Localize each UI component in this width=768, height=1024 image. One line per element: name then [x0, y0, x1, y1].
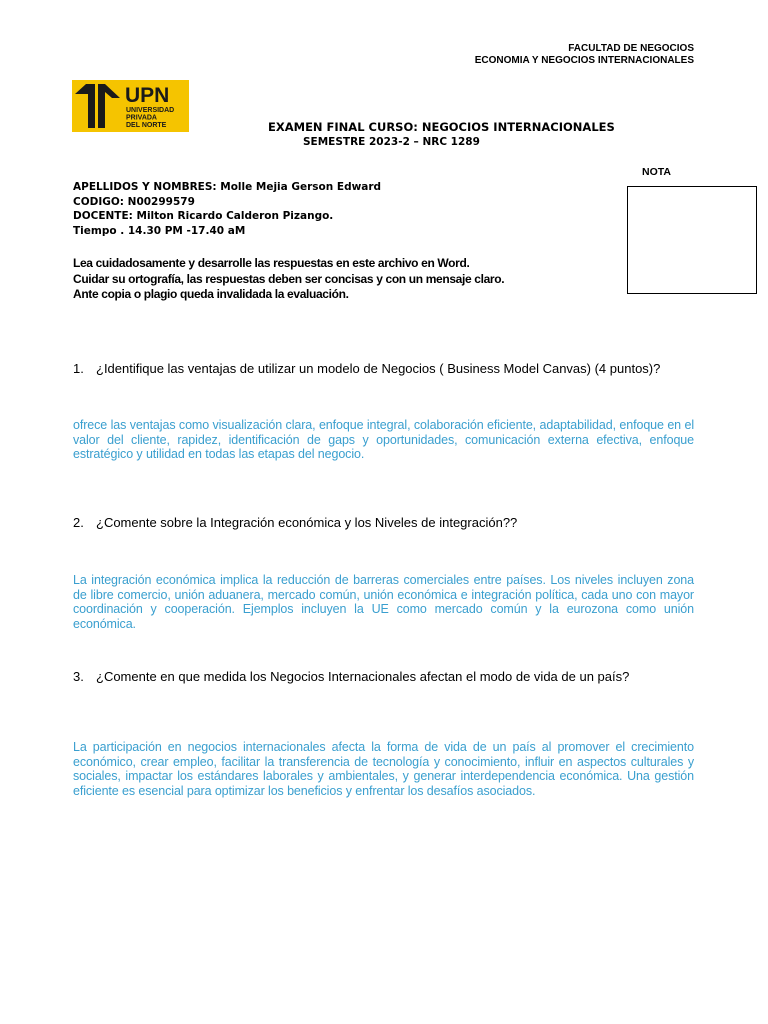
student-name: APELLIDOS Y NOMBRES: Molle Mejia Gerson Edward	[73, 181, 382, 193]
teacher-name: DOCENTE: Milton Ricardo Calderon Pizango.	[73, 210, 334, 222]
faculty-name: FACULTAD DE NEGOCIOS	[568, 43, 694, 54]
instruction-line: Cuidar su ortografía, las respuestas deben ser concisas y con un mensaje claro.	[73, 271, 505, 286]
logo-line1: UNIVERSIDAD	[126, 107, 175, 114]
question-3	[73, 669, 629, 685]
student-code: CODIGO: N00299579	[73, 195, 195, 208]
instruction-line: Lea cuidadosamente y desarrolle las respuestas en este archivo en Word.	[73, 256, 470, 270]
question-text: ¿Comente en que medida los Negocios Internacionales afectan el modo de vida de un país?	[96, 669, 630, 684]
exam-time: Tiempo . 14.30 PM -17.40 aM	[73, 224, 246, 237]
question-1	[73, 361, 660, 377]
question-number: 2.	[73, 515, 84, 530]
student-info	[73, 180, 381, 238]
exam-semester: SEMESTRE 2023-2 – NRC 1289	[303, 136, 480, 148]
program-name: ECONOMIA Y NEGOCIOS INTERNACIONALES	[474, 55, 694, 66]
question-number: 1.	[73, 361, 84, 376]
exam-title: EXAMEN FINAL CURSO: NEGOCIOS INTERNACIONALES	[268, 120, 615, 134]
logo-line3: DEL NORTE	[126, 122, 167, 129]
logo-line2: PRIVADA	[126, 114, 157, 122]
grade-label: NOTA	[642, 166, 671, 178]
answer-3: La participación en negocios internacionales afecta la forma de vida de un país al promover el crecimiento económico, crear empleo, facilitar la transferencia de tecnología y conocimiento, influir en aspectos culturales y sociales, impactar los estándares laborales y ambientales, y generar interdependencia económica. Una gestión eficiente es esencial para optimizar los beneficios y enfrentar los desafíos asociados.	[73, 740, 694, 798]
grade-box	[627, 186, 757, 294]
answer-1: ofrece las ventajas como visualización clara, enfoque integral, colaboración eficiente, adaptabilidad, enfoque en el valor del cliente, rapidez, identificación de gaps y oportunidades, comunicación externa efectiva, enfoque estratégico y utilidad en todas las etapas del negocio.	[73, 418, 694, 461]
question-number: 3.	[73, 669, 84, 684]
question-text: ¿Comente sobre la Integración económica y los Niveles de integración??	[96, 515, 518, 530]
answer-2: La integración económica implica la reducción de barreras comerciales entre países. Los niveles incluyen zona de libre comercio, unión aduanera, mercado común, unión económica e integración política, cada uno con mayor coordinación y cooperación. Ejemplos incluyen la UE como mercado común y la eurozona como unión económica.	[73, 573, 694, 631]
logo-brand-text: UPN	[125, 84, 170, 107]
instructions	[73, 256, 504, 303]
upn-logo	[72, 80, 189, 132]
question-text: ¿Identifique las ventajas de utilizar un modelo de Negocios ( Business Model Canvas) (4 puntos)?	[96, 361, 661, 376]
question-2	[73, 515, 517, 531]
faculty-header	[475, 43, 694, 67]
instruction-line: Ante copia o plagio queda invalidada la evaluación.	[73, 287, 349, 301]
